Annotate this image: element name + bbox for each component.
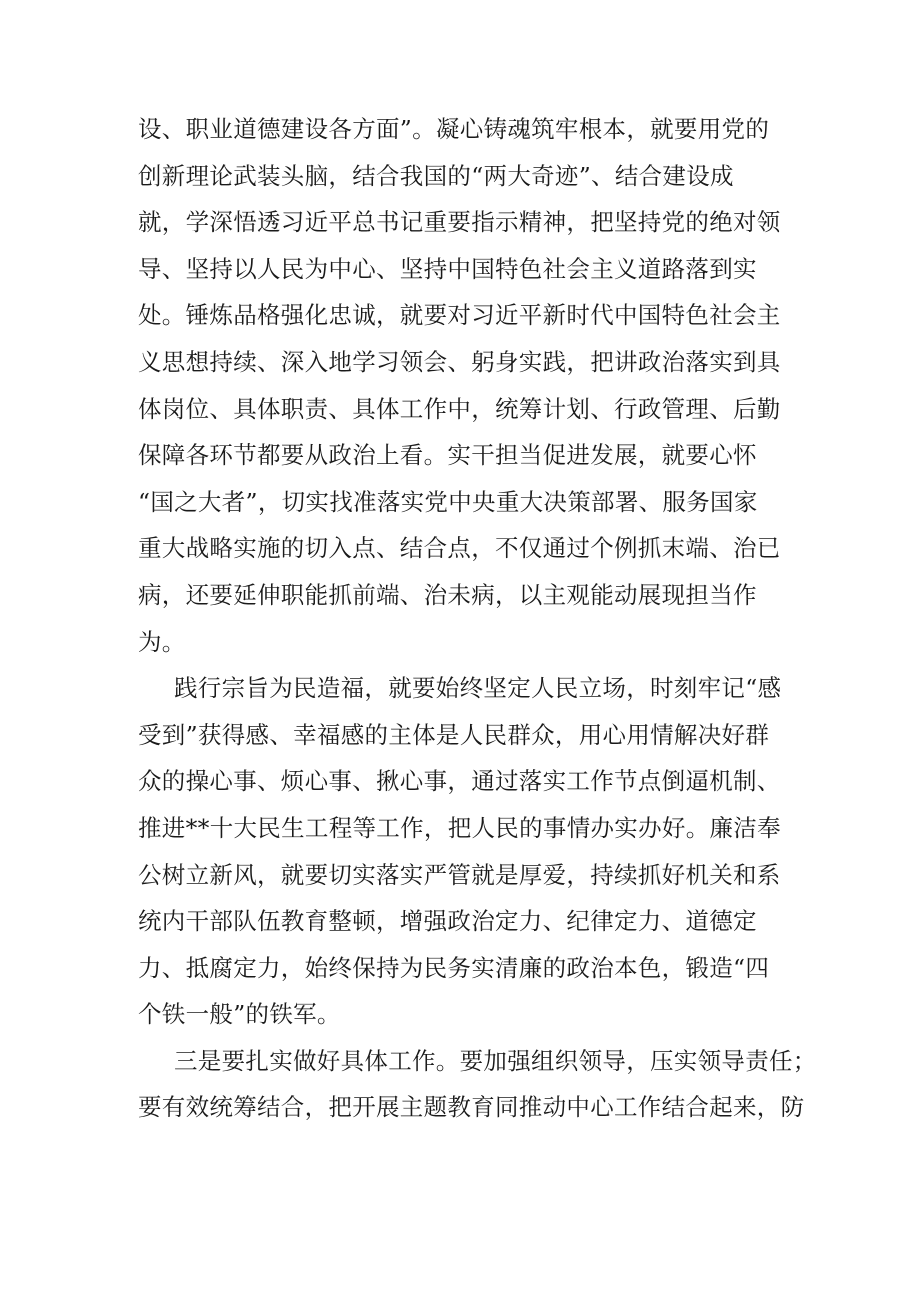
document-text-line: “国之大者”，切实找准落实党中央重大决策部署、服务国家 [138,487,758,516]
document-text-line: 义思想持续、深入地学习领会、躬身实践，把讲政治落实到具 [138,347,781,376]
document-text-line: 公树立新风，就要切实落实严管就是厚爱，持续抓好机关和系 [138,860,781,889]
document-text-line: 创新理论武装头脑，结合我国的“两大奇迹”、结合建设成 [138,161,734,190]
document-text-line: 推进**十大民生工程等工作，把人民的事情办实办好。廉洁奉 [138,813,781,842]
document-text-line: 设、职业道德建设各方面”。凝心铸魂筑牢根本，就要用党的 [138,115,770,143]
document-text-line: 众的操心事、烦心事、揪心事，通过落实工作节点倒逼机制、 [138,767,781,796]
document-text-line: 就，学深悟透习近平总书记重要指示精神，把坚持党的绝对领 [138,208,781,237]
document-text-line: 保障各环节都要从政治上看。实干担当促进发展，就要心怀 [138,441,757,470]
document-text-line: 三是要扎实做好具体工作。要加强组织领导，压实领导责任； [174,1046,817,1075]
document-text-line: 体岗位、具体职责、具体工作中，统筹计划、行政管理、后勤 [138,394,781,423]
document-text-line: 要有效统筹结合，把开展主题教育同推动中心工作结合起来，防 [138,1093,805,1122]
document-text-line: 受到”获得感、幸福感的主体是人民群众，用心用情解决好群 [138,720,770,749]
document-body [138,106,817,1131]
document-text-line: 重大战略实施的切入点、结合点，不仅通过个例抓末端、治已 [138,534,781,563]
document-text-line: 为。 [138,627,186,656]
document-text-line: 导、坚持以人民为中心、坚持中国特色社会主义道路落到实 [138,254,757,283]
document-text-line: 病，还要延伸职能抓前端、治未病，以主观能动展现担当作 [138,580,757,609]
document-text-line: 践行宗旨为民造福，就要始终坚定人民立场，时刻牢记“感 [174,674,782,703]
document-text-line: 统内干部队伍教育整顿，增强政治定力、纪律定力、道德定 [138,907,757,936]
document-text-line: 个铁一般”的铁军。 [138,1000,341,1029]
document-text-line: 力、抵腐定力，始终保持为民务实清廉的政治本色，锻造“四 [138,953,770,982]
document-text-line: 处。锤炼品格强化忠诚，就要对习近平新时代中国特色社会主 [138,301,781,330]
